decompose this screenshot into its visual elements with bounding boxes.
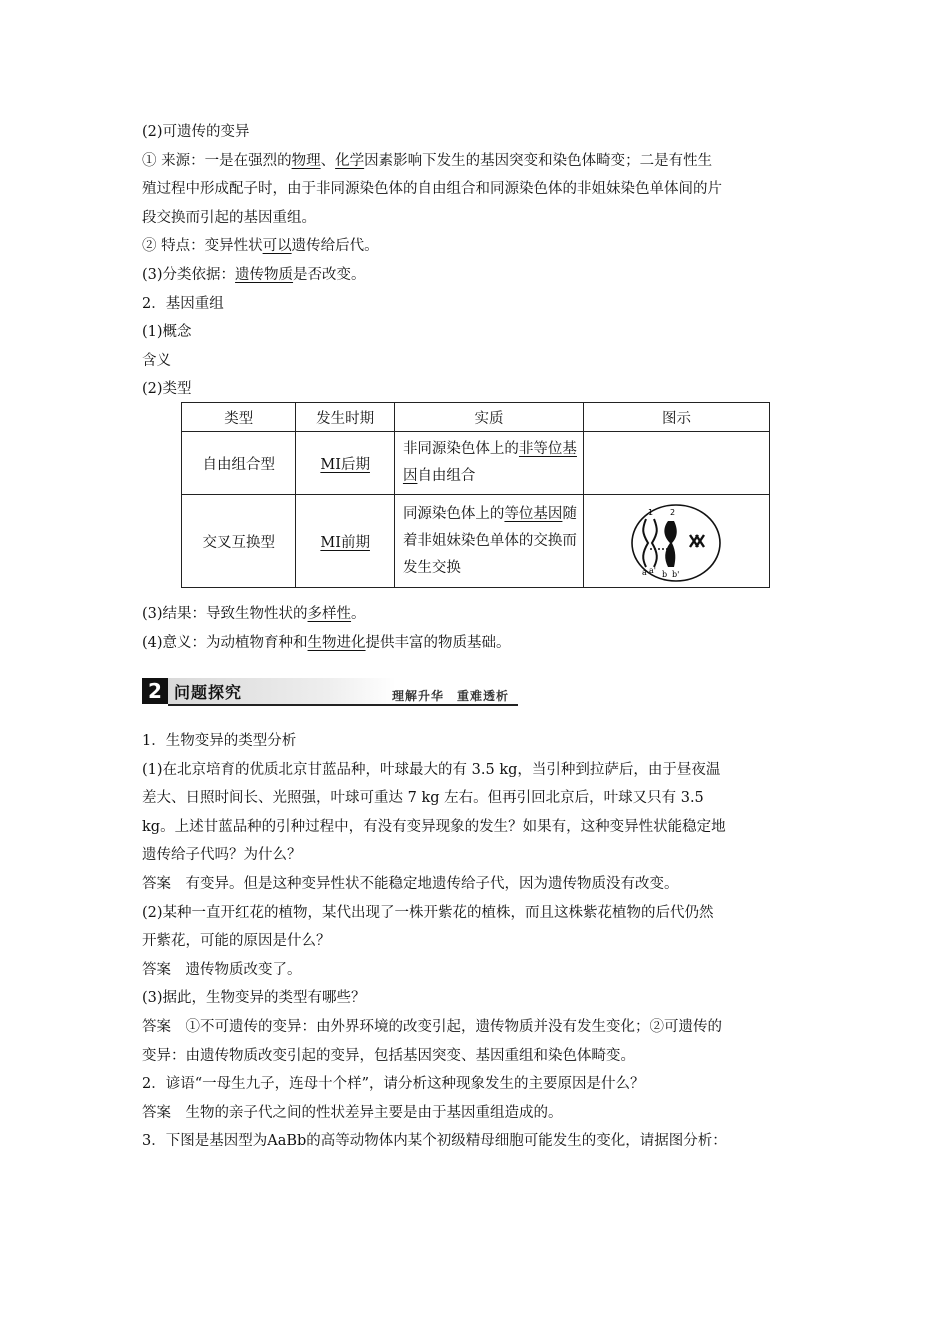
question-1-1-line-3: kg。上述甘蓝品种的引种过程中，有没有变异现象的发生？如果有，这种变异性状能稳定地 <box>142 818 726 835</box>
table-row <box>182 432 770 495</box>
header-essence: 实质 <box>394 403 583 432</box>
cell-figure <box>583 495 769 588</box>
answer-1-3-line-1: 答案 ①不可遗传的变异：由外界环境的改变引起，遗传物质并没有发生变化；②可遗传的 <box>142 1018 722 1035</box>
source-line-3: 段交换而引起的基因重组。 <box>142 209 316 226</box>
cell-essence: 同源染色体上的等位基因随着非姐妹染色单体的交换而发生交换 <box>394 495 583 588</box>
table-header-row <box>182 403 770 432</box>
question-1-1-line-1: (1)在北京培育的优质北京甘蓝品种，叶球最大的有 3.5 kg，当引种到拉萨后，由于昼夜温 <box>142 761 721 778</box>
blank-chemical: 化学 <box>335 152 365 169</box>
figure-label-a-prime: a' <box>648 566 656 575</box>
blank-diversity: 多样性 <box>307 606 352 622</box>
answer-1-2: 答案 遗传物质改变了。 <box>142 961 302 978</box>
heading-gene-recombination: 2．基因重组 <box>142 295 224 312</box>
heading-concept: (1)概念 <box>142 324 192 341</box>
blank-can: 可以 <box>262 238 292 255</box>
table-row <box>182 495 770 588</box>
document-body-lower <box>142 727 812 1156</box>
answer-2: 答案 生物的亲子代之间的性状差异主要是由于基因重组造成的。 <box>142 1104 563 1121</box>
header-type: 类型 <box>182 403 296 432</box>
cell-period: MⅠ后期 <box>296 432 395 495</box>
significance-line: (4)意义：为动植物育种和生物进化提供丰富的物质基础。 <box>142 634 511 651</box>
question-1-3: (3)据此，生物变异的类型有哪些？ <box>142 990 366 1007</box>
crossover-diagram <box>584 497 769 585</box>
heading-types: (2)类型 <box>142 381 192 398</box>
recombination-types-table <box>181 402 770 588</box>
label-meaning: 含义 <box>142 352 171 369</box>
question-3: 3．下图是基因型为AaBb的高等动物体内某个初级精母细胞可能发生的变化，请据图分析： <box>142 1133 727 1150</box>
figure-label-1: 1 <box>647 508 654 517</box>
figure-label-b-prime: b' <box>671 570 680 579</box>
figure-label-2: 2 <box>669 508 676 517</box>
section-rule <box>168 704 518 706</box>
source-line-1: ① 来源：一是在强烈的物理、化学因素影响下发生的基因突变和染色体畸变；二是有性生 <box>142 152 713 169</box>
source-line-2: 殖过程中形成配子时，由于非同源染色体的自由组合和同源染色体的非姐妹染色单体间的片 <box>142 181 722 198</box>
question-1-2-line-1: (2)某种一直开红花的植物，某代出现了一株开紫花的植株，而且这株紫花植物的后代仍然 <box>142 904 714 921</box>
heading-heritable-variation: (2)可遗传的变异 <box>142 124 250 140</box>
figure-label-a: a <box>641 568 647 577</box>
document-body-upper <box>142 118 812 404</box>
question-1-1-line-2: 差大、日照时间长、光照强，叶球可重达 7 kg 左右。但再引回北京后，叶球又只有 3.5 <box>142 790 704 807</box>
result-line: (3)结果：导致生物性状的多样性。 <box>142 606 366 622</box>
cell-period: MⅠ前期 <box>296 495 395 588</box>
section-subtitle: 理解升华 重难透析 <box>392 689 510 703</box>
header-period: 发生时期 <box>296 403 395 432</box>
question-2: 2．谚语“一母生九子，连母十个样”，请分析这种现象发生的主要原因是什么？ <box>142 1076 645 1093</box>
figure-label-b: b <box>661 570 668 579</box>
blank-genetic-material: 遗传物质 <box>235 266 294 283</box>
question-1-2-line-2: 开紫花，可能的原因是什么？ <box>142 933 331 950</box>
cell-essence: 非同源染色体上的非等位基因自由组合 <box>394 432 583 495</box>
question-1: 1．生物变异的类型分析 <box>142 733 297 749</box>
section-number: 2 <box>142 678 168 704</box>
document-body-middle <box>142 600 812 657</box>
feature-line: ② 特点：变异性状可以遗传给后代。 <box>142 238 379 255</box>
blank-evolution: 生物进化 <box>307 634 366 651</box>
section-header <box>142 678 518 706</box>
cell-type: 交叉互换型 <box>182 495 296 588</box>
cell-type: 自由组合型 <box>182 432 296 495</box>
blank-physical: 物理 <box>291 152 321 169</box>
classification-line: (3)分类依据：遗传物质是否改变。 <box>142 266 366 283</box>
section-title: 问题探究 <box>174 683 243 702</box>
answer-1-3-line-2: 变异：由遗传物质改变引起的变异，包括基因突变、基因重组和染色体畸变。 <box>142 1047 635 1064</box>
question-1-1-line-4: 遗传给子代吗？为什么？ <box>142 847 302 864</box>
answer-1-1: 答案 有变异。但是这种变异性状不能稳定地遗传给子代，因为遗传物质没有改变。 <box>142 875 679 892</box>
cell-figure-empty <box>583 432 769 495</box>
header-figure: 图示 <box>583 403 769 432</box>
